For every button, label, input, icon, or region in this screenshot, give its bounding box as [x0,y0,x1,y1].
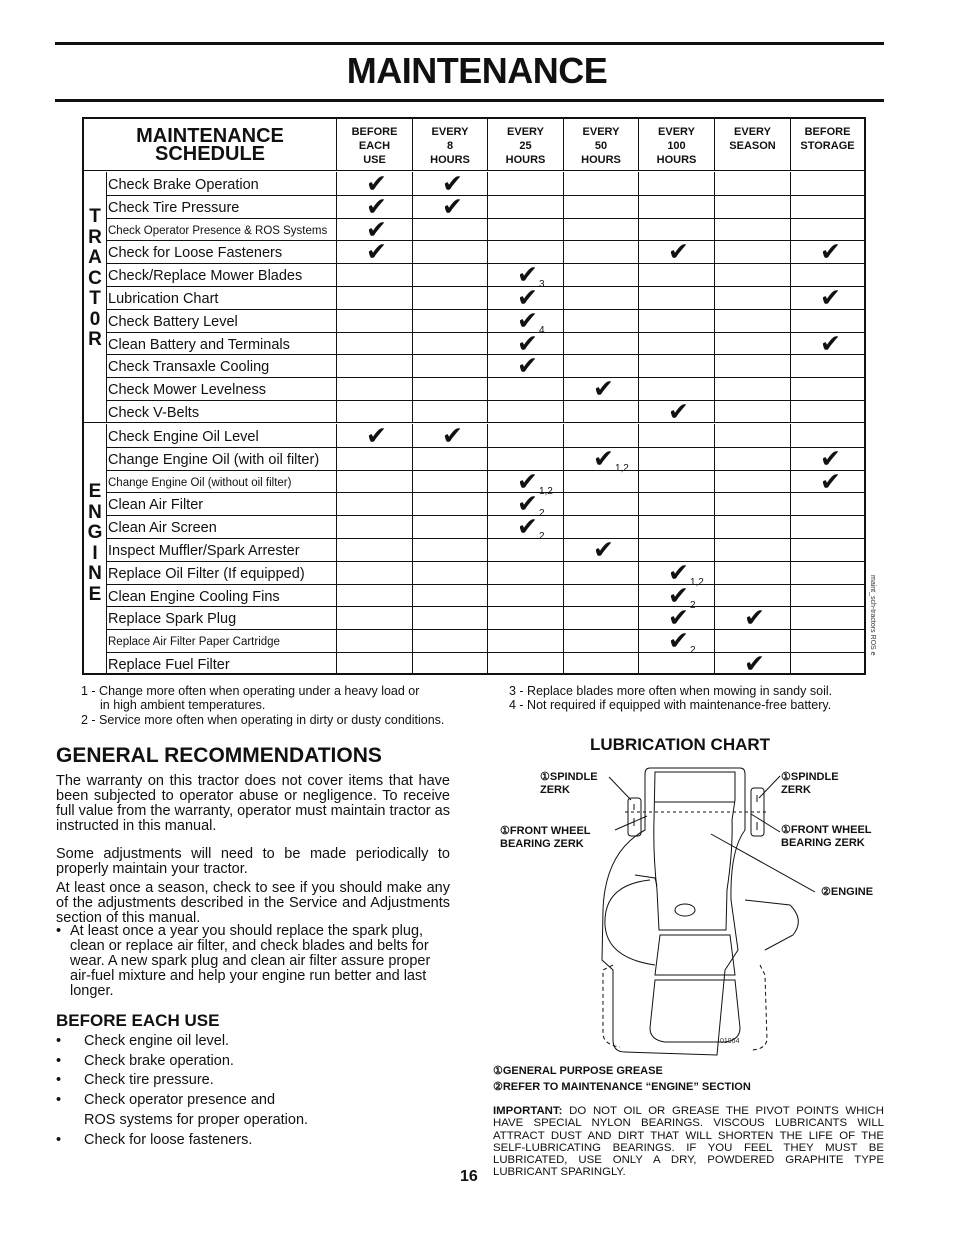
task-label: Replace Oil Filter (If equipped) [108,565,305,582]
engine-label: ②ENGINE [821,886,874,898]
task-label: Check Transaxle Cooling [108,359,270,376]
check-footnote-ref: 1,2 [689,576,704,588]
page-number: 16 [460,1168,478,1185]
check-mark: ✔ [820,283,841,312]
check-mark: ✔ [442,421,463,450]
section-letter: T [89,288,101,309]
spindle-zerk-right-label: ①SPINDLE ZERK [781,771,839,796]
deck-outline [602,768,745,1055]
check-mark: ✔ [366,169,387,198]
top-rule [55,42,884,45]
important-text: DO NOT OIL OR GREASE THE PIVOT POINTS WHICH HAVE SPECIAL NYLON BEARINGS. VISCOUS LUBRICANTS WILL ATTRACT DUST AND DIRT THAT WILL SHORTEN THE LIFE OF THE SELF-LUBRICATING BEARINGS. IF YOU FEEL THEY MUST BE LUBRICATED, USE ONLY A DRY, POWDERED GRAPHITE TYPE LUBRICANT SPARINGLY. [493,1105,884,1179]
task-label: Change Engine Oil (without oil filter) [108,476,292,489]
task-label: Inspect Muffler/Spark Arrester [108,543,300,559]
check-footnote-ref: 1,2 [614,462,629,474]
check-mark: ✔ [593,535,614,564]
tractor-top-view-diagram [495,760,825,1060]
list-item: • Check tire pressure. [56,1072,214,1088]
column-header: EVERY 100 HOURS [638,119,714,171]
check-mark: $✔_{1,2}$ [668,557,704,588]
check-mark: $✔_{1,2}$ [517,466,553,497]
task-label: Replace Air Filter Paper Cartridge [108,636,280,649]
page-title: MAINTENANCE [346,50,608,91]
schedule-side-code: maint_sch-tractors ROS e [869,575,876,656]
column-header: BEFORE EACH USE [336,119,412,171]
front-wheel-bearing-right-label: ①FRONT WHEEL BEARING ZERK [781,824,872,849]
check-mark: ✔ [366,191,387,221]
section-letter: N [88,501,102,523]
task-label: Check V-Belts [108,405,200,421]
task-label: Change Engine Oil (with oil filter) [108,451,320,468]
section-letter: E [88,583,102,605]
check-mark: ✔ [820,237,841,267]
task-label: Clean Air Filter [108,497,204,514]
table-rule [106,172,107,423]
title-rule [55,99,884,102]
check-mark: ✔ [820,328,841,358]
section-letter: I [92,542,98,564]
check-mark: ✔ [820,466,841,496]
check-mark: ✔ [366,421,387,450]
legend-engine: ②REFER TO MAINTENANCE “ENGINE” SECTION [493,1081,751,1093]
table-rule [714,172,715,423]
footnote-3: 3 - Replace blades more often when mowing in sandy soil. [509,684,833,698]
check-mark: $✔_2$ [668,580,696,611]
table-rule [84,170,864,171]
footnote-1: 1 - Change more often when operating under a heavy load or [81,684,420,698]
section-letter: T [89,206,101,227]
list-item: • Check engine oil level. [56,1033,230,1049]
check-footnote-ref: 2 [689,599,696,611]
task-label: Lubrication Chart [108,291,219,307]
task-label: Check Tire Pressure [108,199,240,216]
check-mark: ✔ [517,283,538,312]
task-label: Clean Air Screen [108,520,217,537]
legend-grease: ①GENERAL PURPOSE GREASE [493,1065,663,1077]
task-label: Check Engine Oil Level [108,429,259,445]
check-mark: $✔_3$ [517,260,545,291]
check-mark: ✔ [442,169,463,198]
section-letter: G [87,522,103,543]
check-mark: $✔_4$ [517,305,545,336]
important-note [493,1105,884,1179]
check-mark: ✔ [820,443,841,473]
column-header: EVERY 8 HOURS [412,119,487,171]
engine-section-label [84,482,106,605]
check-mark: $✔_2$ [517,512,545,543]
check-mark: ✔ [668,397,689,426]
check-footnote-ref: 4 [538,324,545,336]
check-mark: ✔ [744,649,765,678]
table-rule [412,172,413,423]
adjustments-paragraph: Some adjustments will need to be made periodically to properly maintain your tractor. [56,846,450,877]
section-letter: E [88,481,102,502]
tractor-section-label [84,207,106,351]
column-header: EVERY SEASON [714,119,790,171]
check-footnote-ref: 2 [689,645,696,657]
general-recommendations-heading: GENERAL RECOMMENDATIONS [56,744,382,767]
maintenance-schedule-table [82,117,866,678]
list-item: • Check operator presence and [56,1092,276,1108]
front-wheel-left [628,798,641,836]
table-rule [790,424,791,675]
column-header: BEFORE STORAGE [790,119,864,171]
warranty-paragraph: The warranty on this tractor does not cover items that have been subjected to operator abuse or negligence. To receive full value from the warranty, operator must maintain tractor as instructed in this manual. [56,773,450,834]
front-wheel-bearing-left-label: ①FRONT WHEEL BEARING ZERK [500,825,591,850]
task-label: Clean Battery and Terminals [108,336,290,353]
table-rule [487,424,488,675]
check-mark: ✔ [366,214,387,244]
table-rule [487,172,488,423]
check-mark: ✔ [744,603,765,633]
table-rule [638,172,639,423]
yearly-bullet-text: At least once a year you should replace the spark plug, clean or replace air filter, and check blades and belts for wear. A new spark plug and clean air filter assure proper air-fuel mixture and help your engine run better and last longer. [70,923,431,999]
check-mark: ✔ [593,374,614,404]
list-item: • Check for loose fasteners. [56,1132,253,1148]
seat-outline [655,935,735,975]
column-header: EVERY 50 HOURS [563,119,638,171]
important-label: IMPORTANT: [493,1105,563,1117]
season-paragraph: At least once a season, check to see if you should make any of the adjustments described in the Service and Adjustments section of this manual. [56,880,450,926]
task-label: Check Operator Presence & ROS Systems [108,224,328,237]
check-mark: ✔ [442,191,463,221]
table-rule [106,424,107,675]
spindle-zerk-left-label: ①SPINDLE ZERK [540,771,598,796]
section-letter: A [88,247,102,268]
table-rule [412,424,413,675]
diagram-code: 01964 [720,1038,740,1045]
table-rule [714,424,715,675]
check-footnote-ref: 3 [538,279,545,291]
check-footnote-ref: 2 [538,531,545,543]
task-label: Clean Engine Cooling Fins [108,588,280,605]
section-letter: R [88,329,102,350]
task-label: Check Battery Level [108,313,238,330]
check-mark: $✔_2$ [668,626,696,657]
table-rule [336,424,337,675]
check-mark: $✔_2$ [517,489,545,520]
section-letter: 0 [89,308,101,330]
lubrication-chart-heading: LUBRICATION CHART [590,735,771,754]
table-rule [84,422,864,423]
section-letter: R [88,226,102,248]
section-letter: N [88,563,102,584]
list-item: • Check brake operation. [56,1053,234,1069]
yearly-bullet [56,924,450,999]
table-rule [336,172,337,423]
schedule-title: MAINTENANCE SCHEDULE [136,125,284,165]
check-mark: ✔ [668,603,689,633]
check-mark: ✔ [366,237,387,267]
task-label: Replace Fuel Filter [108,657,230,673]
footnote-4: 4 - Not required if equipped with maintenance-free battery. [509,698,832,712]
task-label: Check Mower Levelness [108,382,266,399]
footnote-2: 2 - Service more often when operating in dirty or dusty conditions. [81,713,445,727]
table-rule [563,424,564,675]
section-letter: C [88,267,102,289]
check-mark: ✔ [517,351,538,381]
check-mark: ✔ [517,328,538,358]
task-label: Replace Spark Plug [108,611,237,628]
check-mark: $✔_{1,2}$ [593,443,629,474]
check-footnote-ref: 1,2 [538,485,553,497]
check-mark: ✔ [668,237,689,267]
task-label: Check/Replace Mower Blades [108,268,303,285]
task-label: Check Brake Operation [108,177,259,193]
bullet-dot: • [56,923,62,939]
task-label: Check for Loose Fasteners [108,245,283,262]
table-rule [638,424,639,675]
check-footnote-ref: 2 [538,508,545,520]
table-rule [790,172,791,423]
hood-outline [654,772,735,930]
before-each-use-heading: BEFORE EACH USE [56,1011,220,1030]
column-header: EVERY 25 HOURS [487,119,563,171]
list-item-continuation: ROS systems for proper operation. [84,1112,309,1128]
table-rule [563,172,564,423]
footnote-1-cont: in high ambient temperatures. [100,698,266,712]
